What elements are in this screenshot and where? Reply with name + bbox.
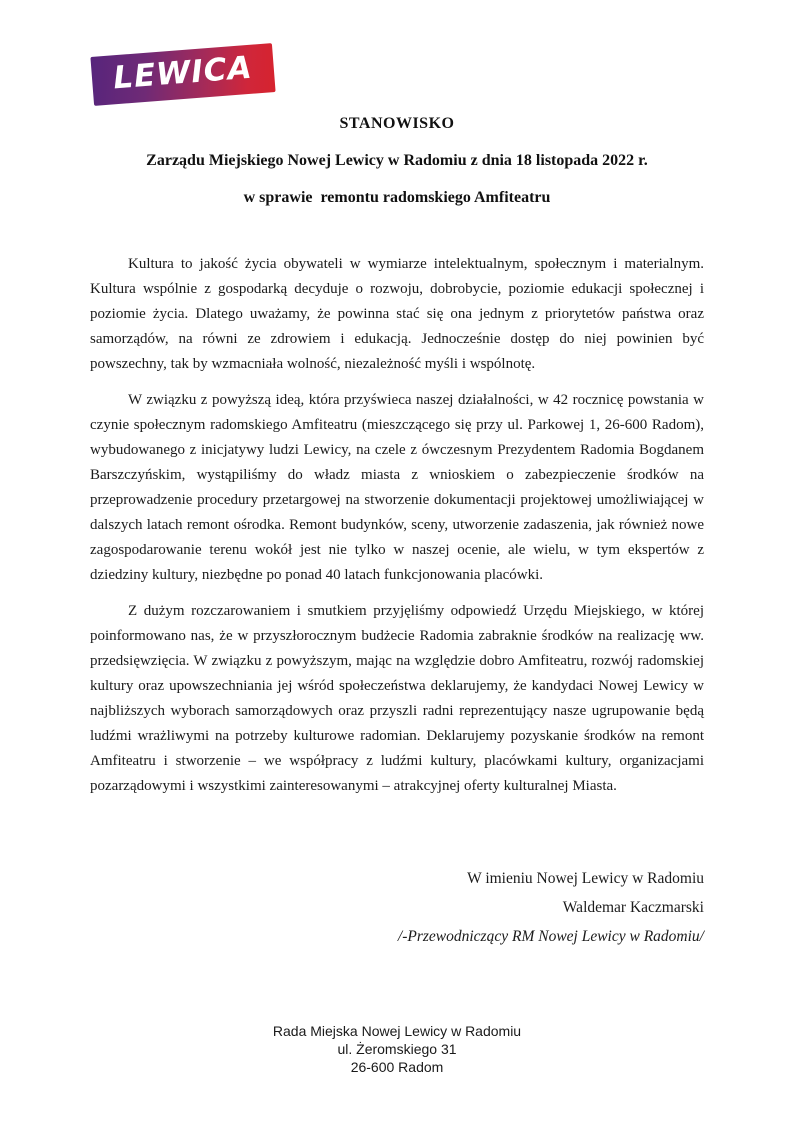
- body-paragraph-1: Kultura to jakość życia obywateli w wymiarze intelektualnym, społecznym i materialnym. Kultura wspólnie z gospodarką decyduje o rozwoju, dobrobycie, poziomie edukacji społecznej i poziomie życia. Dlatego uważamy, że powinna stać się ona jednym z priorytetów państwa oraz samorządów, na równi ze zdrowiem i edukacją. Jednocześnie dostęp do niej powinien być powszechny, tak by wzmacniała wolność, niezależność myśli i wspólnotę.: [90, 256, 704, 372]
- body-paragraph-2: W związku z powyższą ideą, która przyświeca naszej działalności, w 42 rocznicę powstania w czynie społecznym radomskiego Amfiteatru (mieszczącego się przy ul. Parkowej 1, 26-600 Radom), wybudowanego z inicjatywy ludzi Lewicy, na czele z ówczesnym Prezydentem Radomia Bogdanem Barszczyńskim, wystąpiliśmy do władz miasta z wnioskiem o zabezpieczenie środków na przeprowadzenie procedury przetargowej na stworzenie dokumentacji projektowej umożliwiającej w dalszych latach remont ośrodka. Remont budynków, sceny, utworzenie zadaszenia, jak również nowe zagospodarowanie terenu wokół jest nie tylko w naszej ocenie, ale wielu, w tym ekspertów z dziedziny kultury, niezbędne po ponad 40 latach funkcjonowania placówki.: [90, 392, 704, 583]
- footer-organization: Rada Miejska Nowej Lewicy w Radomiu: [272, 1023, 522, 1039]
- signature-name: Waldemar Kaczmarski: [562, 899, 704, 916]
- footer-address-block: [90, 1022, 704, 1076]
- footer-city: 26-600 Radom: [350, 1059, 444, 1075]
- signature-on-behalf: W imieniu Nowej Lewicy w Radomiu: [467, 870, 704, 887]
- signature-block: [90, 864, 704, 951]
- document-title: STANOWISKO: [339, 115, 455, 132]
- document-body: [90, 252, 704, 810]
- footer-street: ul. Żeromskiego 31: [337, 1041, 457, 1057]
- body-paragraph-3: Z dużym rozczarowaniem i smutkiem przyjęliśmy odpowiedź Urzędu Miejskiego, w której poinformowano nas, że w przyszłorocznym budżecie Radomia zabraknie środków na realizację ww. przedsięwzięcia. W związku z powyższym, mając na względzie dobro Amfiteatru, rozwój radomskiej kultury oraz upowszechniania jej wśród społeczeństwa deklarujemy, że kandydaci Nowej Lewicy w najbliższych wyborach samorządowych oraz przyszli radni reprezentujący nasze ugrupowanie będą ludźmi wrażliwymi na potrzeby kulturowe radomian. Deklarujemy pozyskanie środków na remont Amfiteatru i stworzenie – we współpracy z ludźmi kultury, placówkami kultury, organizacjami pozarządowymi i wszystkimi zainteresowanymi – atrakcyjnej oferty kulturalnej Miasta.: [90, 603, 704, 794]
- lewica-logo-text: LEWICA: [112, 49, 254, 97]
- document-subtitle: Zarządu Miejskiego Nowej Lewicy w Radomiu z dnia 18 listopada 2022 r.: [146, 152, 648, 169]
- document-subject: w sprawie remontu radomskiego Amfiteatru: [243, 189, 551, 206]
- signature-role: /-Przewodniczący RM Nowej Lewicy w Radomiu/: [397, 928, 704, 945]
- lewica-logo: [90, 43, 275, 106]
